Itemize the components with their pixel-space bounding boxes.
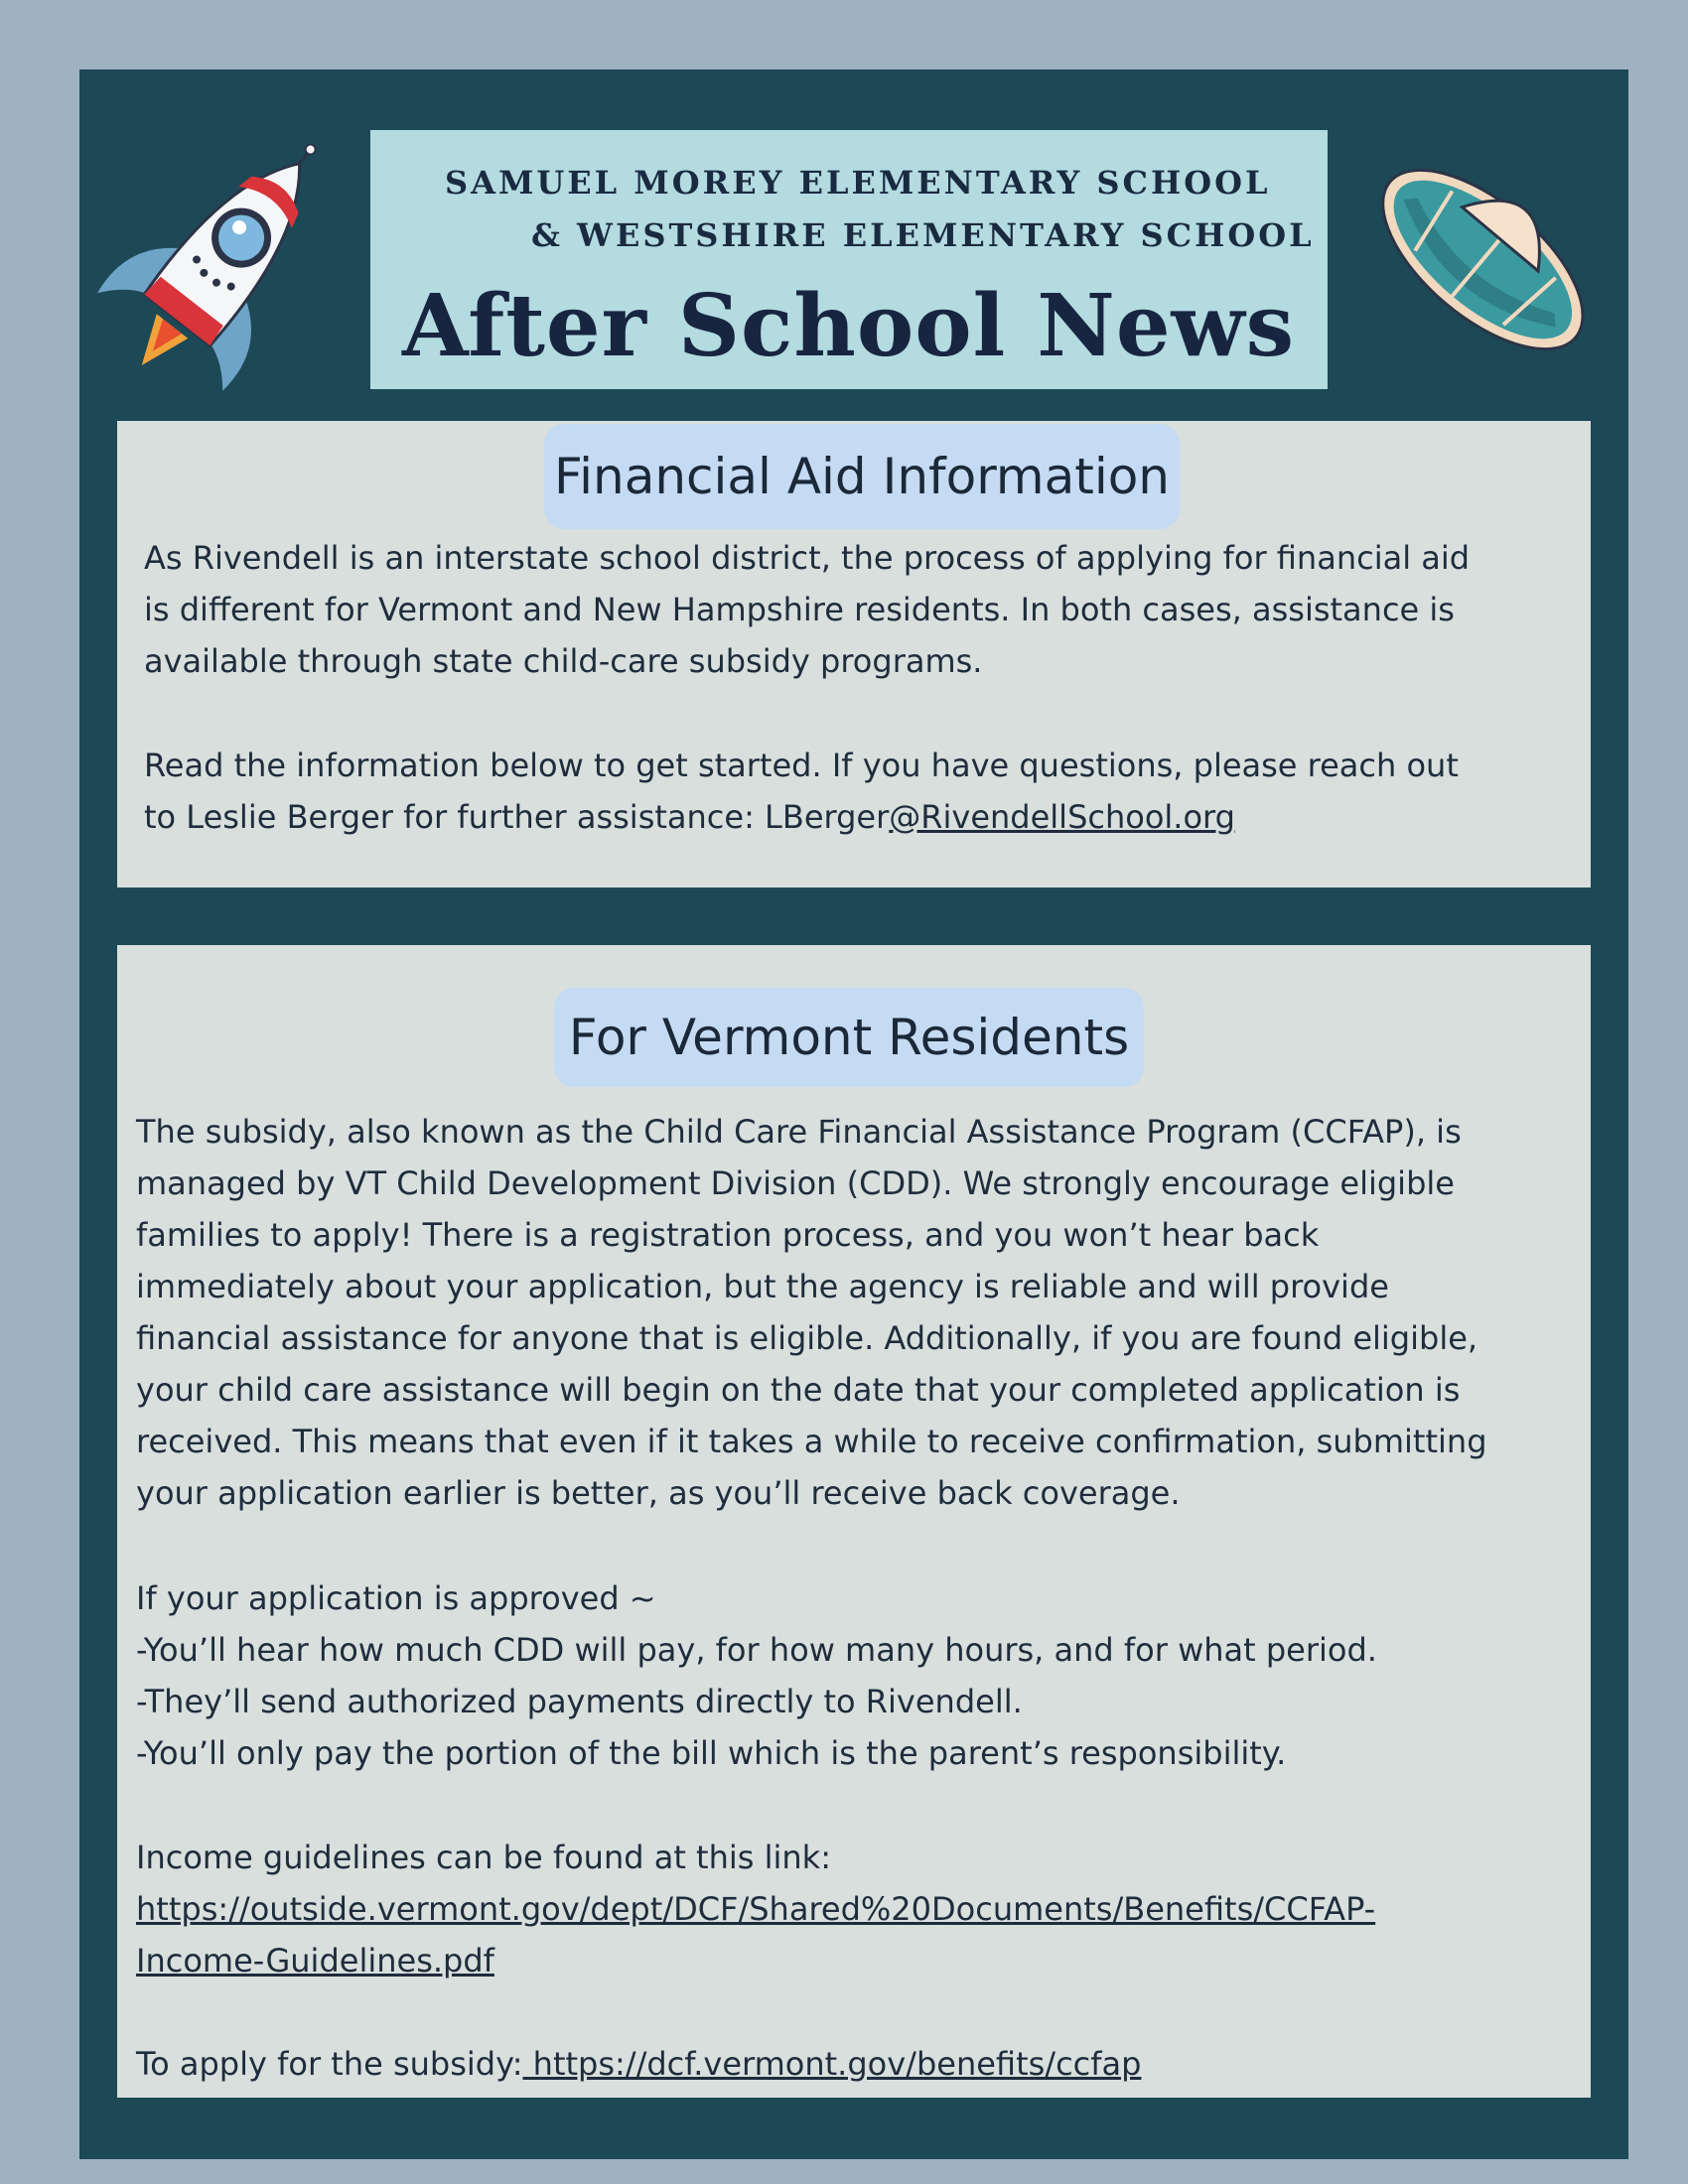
body-line: your child care assistance will begin on the date that your completed application is — [136, 1371, 1461, 1409]
apply-line — [136, 2038, 1141, 2090]
apply-label: To apply for the subsidy: — [136, 2045, 523, 2083]
financial-aid-heading: Financial Aid Information — [544, 424, 1180, 529]
school-name-line2: & WESTSHIRE ELEMENTARY SCHOOL — [531, 216, 1315, 254]
contact-line — [144, 791, 1459, 843]
body-line: families to apply! There is a registration process, and you won’t hear back — [136, 1216, 1320, 1254]
school-name-line1: SAMUEL MOREY ELEMENTARY SCHOOL — [445, 164, 1271, 202]
newsletter-title: After School News — [402, 276, 1296, 376]
vermont-heading: For Vermont Residents — [554, 988, 1144, 1087]
apply-row — [136, 2038, 1141, 2090]
approved-item: -You’ll hear how much CDD will pay, for how many hours, and for what period. — [136, 1631, 1377, 1669]
body-line: The subsidy, also known as the Child Care Financial Assistance Program (CCFAP), is — [136, 1113, 1462, 1151]
contact-text: to Leslie Berger for further assistance: LBerger — [144, 798, 890, 836]
income-label: Income guidelines can be found at this link: — [136, 1839, 831, 1876]
income-guidelines — [136, 1832, 1375, 1986]
financial-aid-intro — [144, 532, 1470, 687]
body-line: immediately about your application, but the agency is reliable and will provide — [136, 1268, 1389, 1305]
body-line: received. This means that even if it takes a while to receive confirmation, submitting — [136, 1423, 1487, 1460]
intro-line: is different for Vermont and New Hampshire residents. In both cases, assistance is — [144, 591, 1455, 628]
intro-line: As Rivendell is an interstate school district, the process of applying for financial aid — [144, 539, 1471, 577]
approved-list — [136, 1572, 1377, 1779]
body-line: managed by VT Child Development Division (CDD). We strongly encourage eligible — [136, 1164, 1455, 1202]
body-line: financial assistance for anyone that is eligible. Additionally, if you are found eligible, — [136, 1319, 1478, 1357]
rocket-icon — [95, 127, 350, 397]
contact-line: Read the information below to get started. If you have questions, please reach out — [144, 747, 1459, 784]
approved-item: -They’ll send authorized payments directly to Rivendell. — [136, 1683, 1023, 1720]
intro-line: available through state child-care subsidy programs. — [144, 642, 983, 680]
body-line: your application earlier is better, as you’ll receive back coverage. — [136, 1474, 1181, 1512]
apply-link[interactable]: https://dcf.vermont.gov/benefits/ccfap — [522, 2045, 1142, 2083]
contact-email-link[interactable]: @RivendellSchool.org — [889, 798, 1235, 836]
vermont-body — [136, 1106, 1487, 1519]
income-guidelines-link[interactable]: https://outside.vermont.gov/dept/DCF/Shared%20Documents/Benefits/CCFAP- — [136, 1890, 1376, 1928]
approved-item: -You’ll only pay the portion of the bill which is the parent’s responsibility. — [136, 1734, 1287, 1772]
ufo-icon — [1365, 119, 1618, 377]
financial-aid-contact — [144, 740, 1459, 843]
approved-intro: If your application is approved ~ — [136, 1579, 656, 1617]
income-guidelines-link-cont[interactable]: Income-Guidelines.pdf — [136, 1942, 494, 1979]
